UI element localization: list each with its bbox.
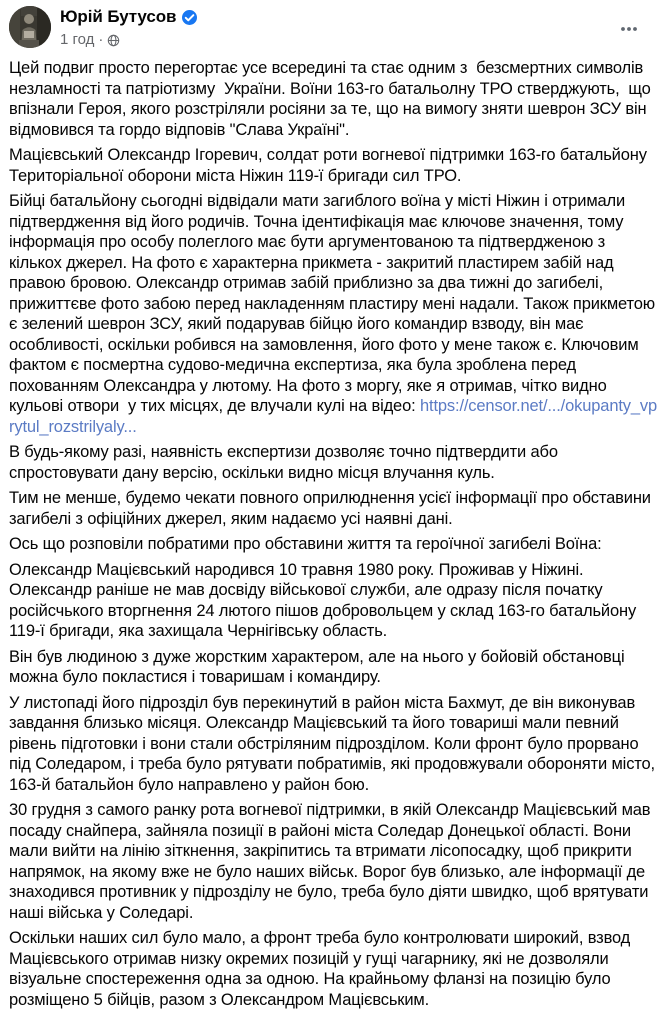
post-paragraph: 30 грудня з самого ранку рота вогневої підтримки, в якій Олександр Мацієвський мав посаду снайпера, зайняла позиції в районі міста Соледар Донецької області. Вони мали вийти на лінію зіткнення, закріпитись та втримати лісопосадку, щоб прикрити напрямок, на якому вже не було наших військ. Ворог був близько, але інформації де знаходився противник у підрозділу не було, треба було діяти швидко, щоб врятувати наші війська у Соледарі.: [9, 801, 655, 922]
post-paragraph: У листопаді його підрозділ був перекинутий в район міста Бахмут, де він виконував завдання близько місяця. Олександр Мацієвський та його товариші мали певний рівень підготовки і вони стали обстріляним підрозділом. Коли фронт було прорвано під Соледаром, і треба було рятувати побратимів, які продовжували обороняти місто, 163-й батальйон було направлено у район бою.: [9, 693, 660, 794]
post-paragraph: Він був людиною з дуже жорстким характером, але на нього у бойовій обстановці можна було покластися і товаришам і командиру.: [9, 647, 629, 686]
more-options-button[interactable]: [614, 14, 644, 44]
verified-badge-icon: [182, 10, 197, 25]
meta-separator: ·: [98, 31, 104, 48]
author-name[interactable]: Юрій Бутусов: [60, 7, 177, 26]
avatar[interactable]: [9, 6, 51, 48]
post-meta-row: [60, 31, 197, 48]
post-text: [9, 58, 658, 1010]
avatar-photo: [9, 6, 51, 48]
post-link[interactable]: https://censor.net/.../okupanty_vprytul_rozstrilyaly...: [9, 397, 658, 436]
post-paragraph-text: Бійці батальйону сьогодні відвідали мати загиблого воїна у місті Ніжин і отримали підтвердження від його родичів. Точна ідентифікація має ключове значення, тому інформація про особу полеглого має бути аргументованою та підтвердженою з кількох джерел. На фото є характерна прикмета - закритий пластирем забій над правою бровою. Олександр отримав забій приблизно за два тижні до загибелі, прижиттєве фото забою перед накладенням пластиру мені надали. Також прикметою є зелений шеврон ЗСУ, який подарував бійцю його командир взводу, він має особливості, оскільки робився на замовлення, його фото у мене також є. Ключовим фактом є посмертна судово-медична експертиза, яка була зроблена перед похованням Олександра у лютому. На фото з моргу, яке я отримав, чітко видно кульові отвори у тих місцях, де влучали кулі на відео:: [9, 192, 660, 415]
post-paragraph: Ось що розповіли побратими про обставини життя та героїчної загибелі Воїна:: [9, 535, 602, 553]
post-paragraph: Олександр Мацієвський народився 10 травня 1980 року. Проживав у Ніжині. Олександр раніше не мав досвіду військової служби, але одразу після початку російсчького вторгнення 24 лютого пішов добровольцем у склад 163-го батальйону 119-ї бригади, яка захищала Чернігівську область.: [9, 560, 641, 640]
post-paragraph: [9, 191, 658, 437]
post-paragraph: Мацієвський Олександр Ігоревич, солдат роти вогневої підтримки 163-го батальйону Територіальної оборони міста Ніжин 119-ї бригади сил ТРО.: [9, 146, 652, 185]
post-header-info: [60, 6, 197, 48]
globe-icon: [107, 34, 120, 47]
three-dots-icon: [618, 18, 640, 40]
post-paragraph: В будь-якому разі, наявність експертизи дозволяє точно підтвердити або спростовувати дану версію, оскільки видно місця влучання куль.: [9, 443, 563, 482]
post-paragraph: Оскільки наших сил було мало, а фронт треба було контролювати широкий, взвод Мацієвського отримав низку окремих позицій у гущі чагарнику, які не дозволяли візуальне спостереження одна за одною. На крайньому фланзі на позицію було розміщено 5 бійців, разом з Олександром Мацієвським.: [9, 929, 635, 1009]
post-timestamp[interactable]: 1 год: [60, 31, 95, 48]
author-name-row: [60, 7, 197, 27]
post-paragraph: Тим не менше, будемо чекати повного оприлюднення усієї інформації про обставини загибелі з офіційних джерел, яким надаємо усі наявні дані.: [9, 489, 656, 528]
post-header: [9, 6, 658, 48]
post-paragraph: Цей подвиг просто перегортає усе всередині та стає одним з безсмертних символів незламності та патріотизму України. Воїни 163-го батальолну ТРО стверджують, що впізнали Героя, якого розстріляли росіяни за те, що на вимогу зняти шеврон ЗСУ він відмовився та гордо відповів "Слава Україні".: [9, 59, 656, 139]
